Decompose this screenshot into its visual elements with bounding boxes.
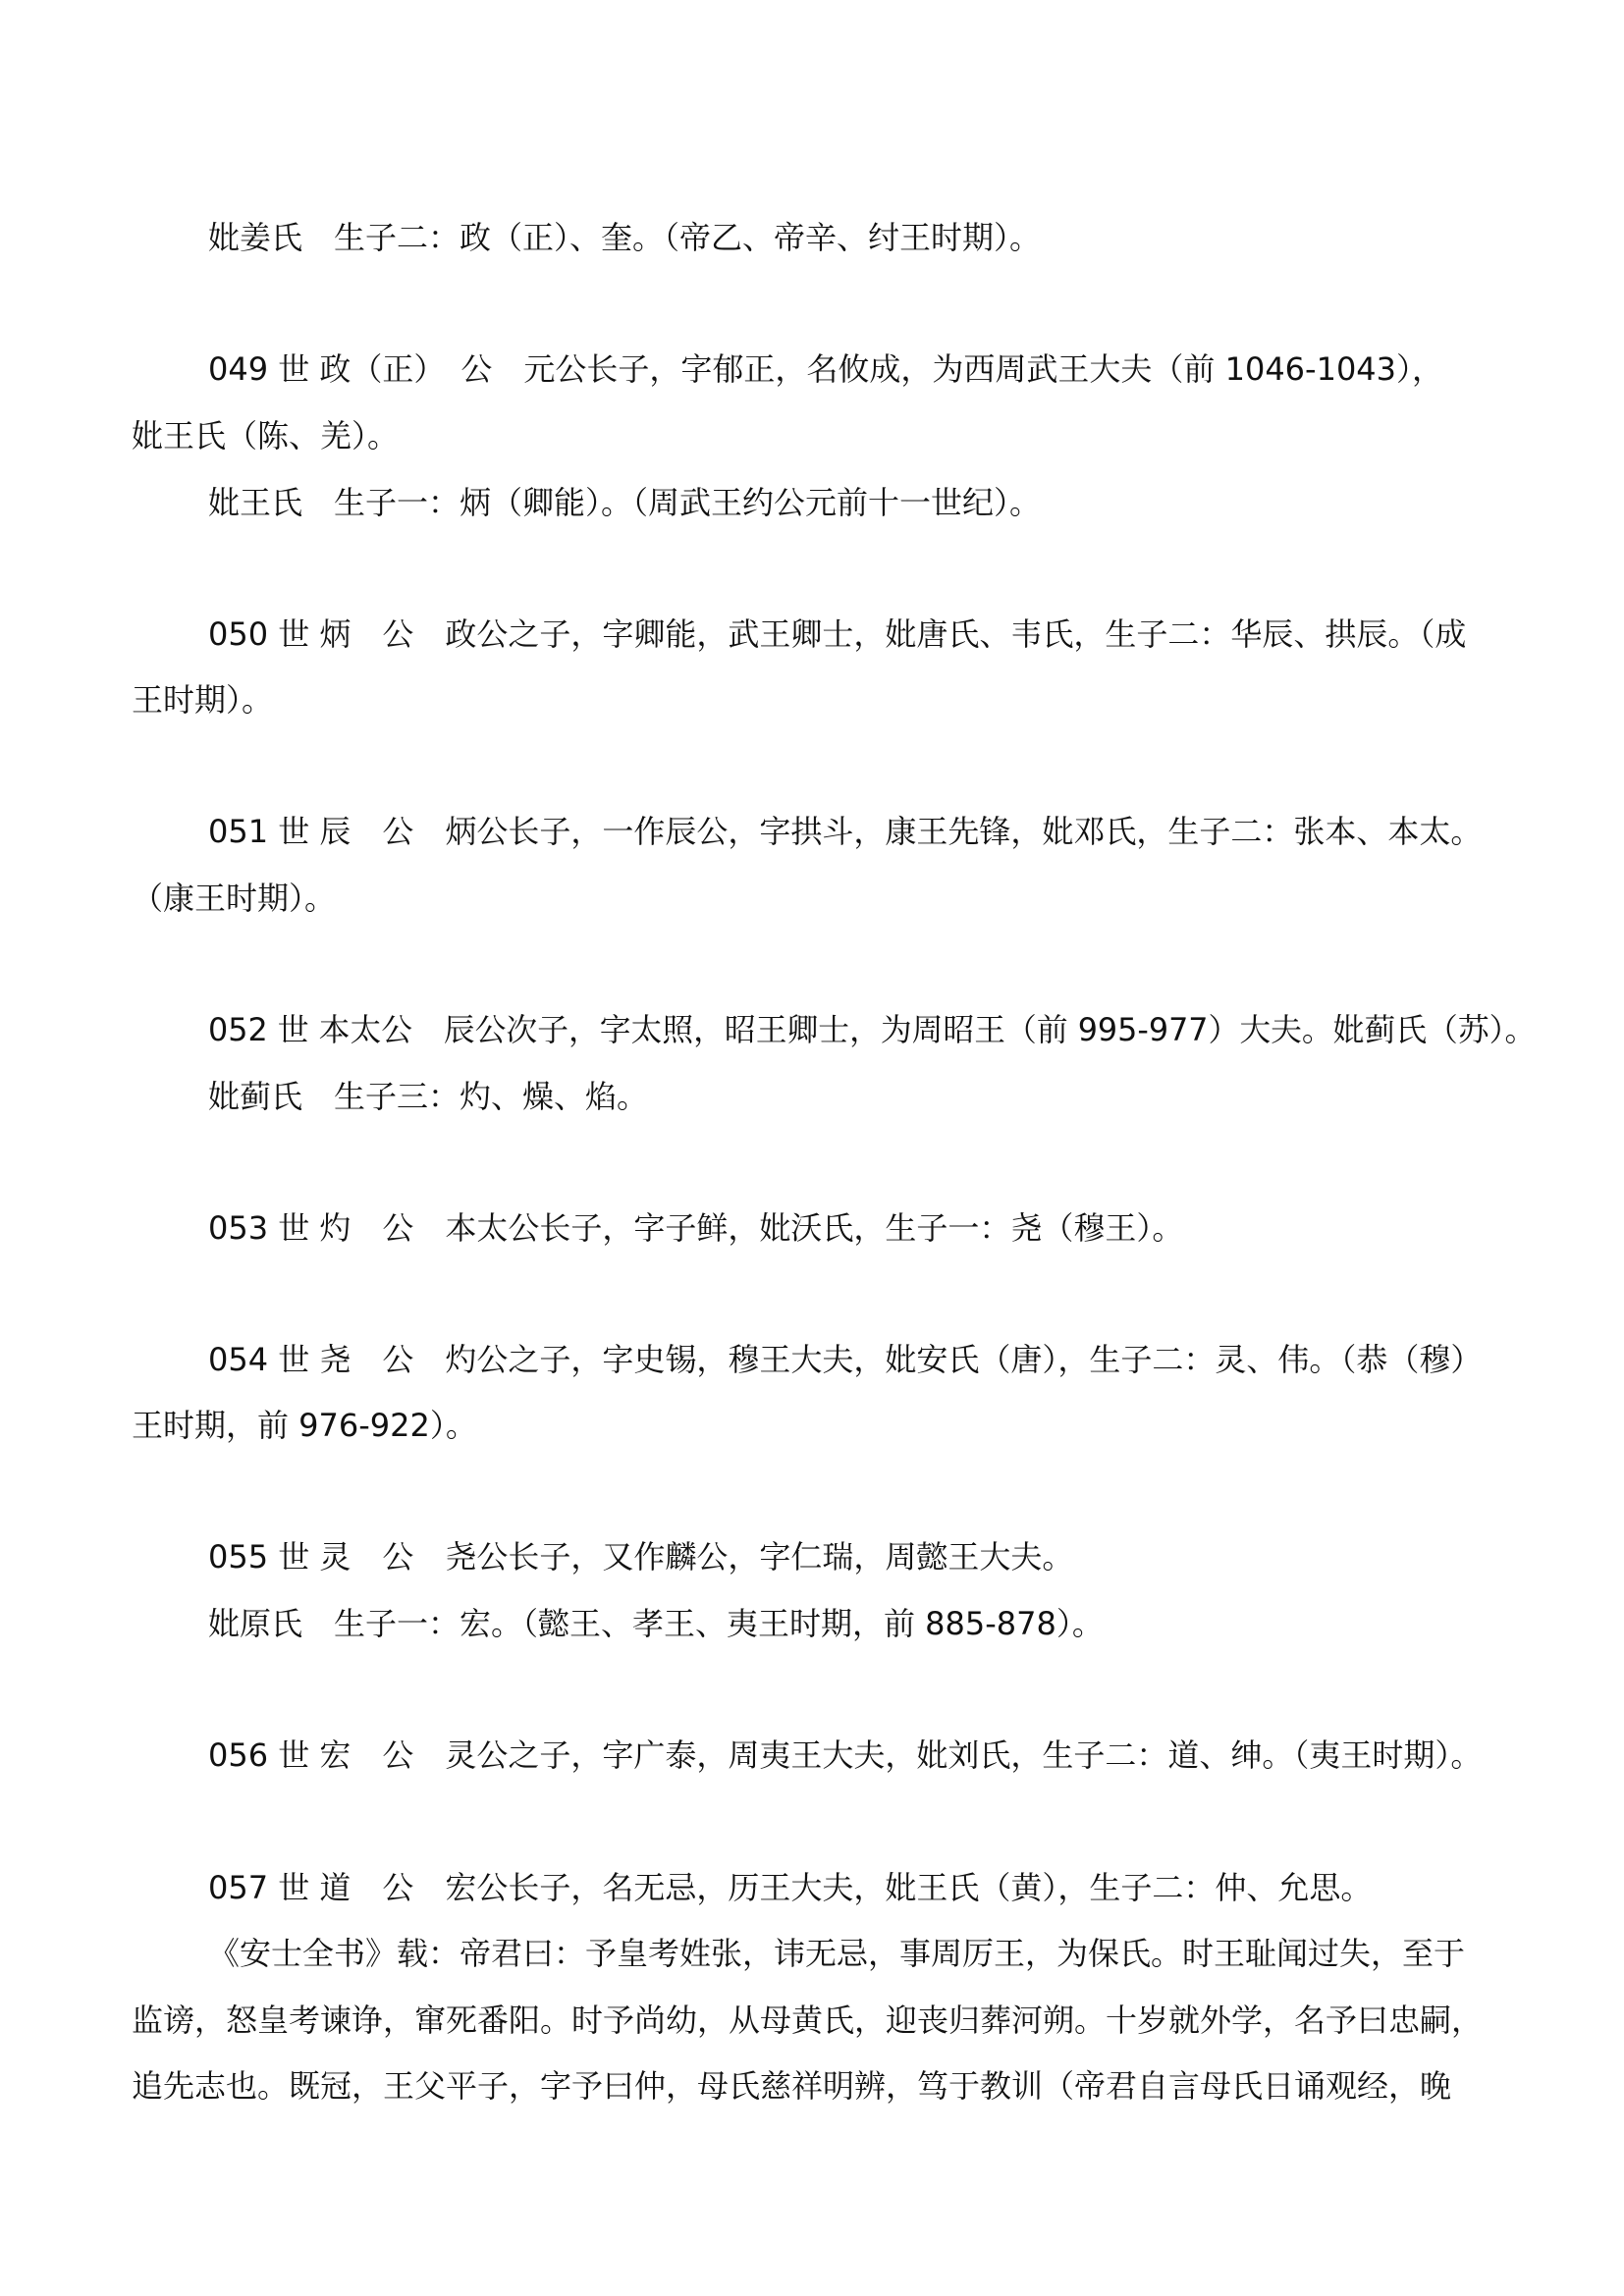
text-line: 054 世 尧 公 灼公之子，字史锡，穆王大夫，妣安氏（唐），生子二：灵、伟。（恭（穆） — [208, 1341, 1483, 1378]
text-line: 056 世 宏 公 灵公之子，字广泰，周夷王大夫，妣刘氏，生子二：道、绅。（夷王时期）。 — [208, 1736, 1483, 1774]
text-line: 妣原氏 生子一：宏。（懿王、孝王、夷王时期，前 885-878）。 — [208, 1605, 1104, 1642]
text-line: 050 世 炳 公 政公之子，字卿能，武王卿士，妣唐氏、韦氏，生子二：华辰、拱辰。（成 — [208, 615, 1467, 653]
text-line: 追先志也。既冠，王父平子，字予曰仲，母氏慈祥明辨，笃于教训（帝君自言母氏日诵观经，晚 — [132, 2067, 1452, 2105]
text-line: 监谤，怒皇考谏诤，窜死番阳。时予尚幼，从母黄氏，迎丧归葬河朔。十岁就外学，名予曰忠嗣， — [132, 2002, 1484, 2039]
text-line: 051 世 辰 公 炳公长子，一作辰公，字拱斗，康王先锋，妣邓氏，生子二：张本、本太。 — [208, 813, 1483, 850]
text-line: 王时期）。 — [132, 681, 274, 719]
text-line: 057 世 道 公 宏公长子，名无忌，历王大夫，妣王氏（黄），生子二：仲、允思。 — [208, 1869, 1373, 1906]
text-line: 妣蓟氏 生子三：灼、燥、焰。 — [208, 1078, 649, 1115]
text-line: 妣姜氏 生子二：政（正）、奎。（帝乙、帝辛、纣王时期）。 — [208, 219, 1042, 256]
text-line: 妣王氏 生子一：炳（卿能）。（周武王约公元前十一世纪）。 — [208, 484, 1042, 521]
text-line: 055 世 灵 公 尧公长子，又作麟公，字仁瑞，周懿王大夫。 — [208, 1538, 1074, 1575]
text-line: 王时期，前 976-922）。 — [132, 1407, 477, 1444]
text-line: 052 世 本太公 辰公次子，字太照，昭王卿士，为周昭王（前 995-977）大夫。妣蓟氏（苏）。 — [208, 1011, 1537, 1048]
text-line: 053 世 灼 公 本太公长子，字子鲜，妣沃氏，生子一：尧（穆王）。 — [208, 1209, 1184, 1247]
text-line: 妣王氏（陈、羌）。 — [132, 417, 400, 454]
text-line: 《安士全书》载：帝君曰：予皇考姓张，讳无忌，事周厉王，为保氏。时王耻闻过失，至于 — [208, 1935, 1466, 1972]
text-line: 049 世 政（正） 公 元公长子，字郁正，名攸成，为西周武王大夫（前 1046-1043）， — [208, 350, 1444, 388]
text-line: （康王时期）。 — [132, 880, 337, 917]
